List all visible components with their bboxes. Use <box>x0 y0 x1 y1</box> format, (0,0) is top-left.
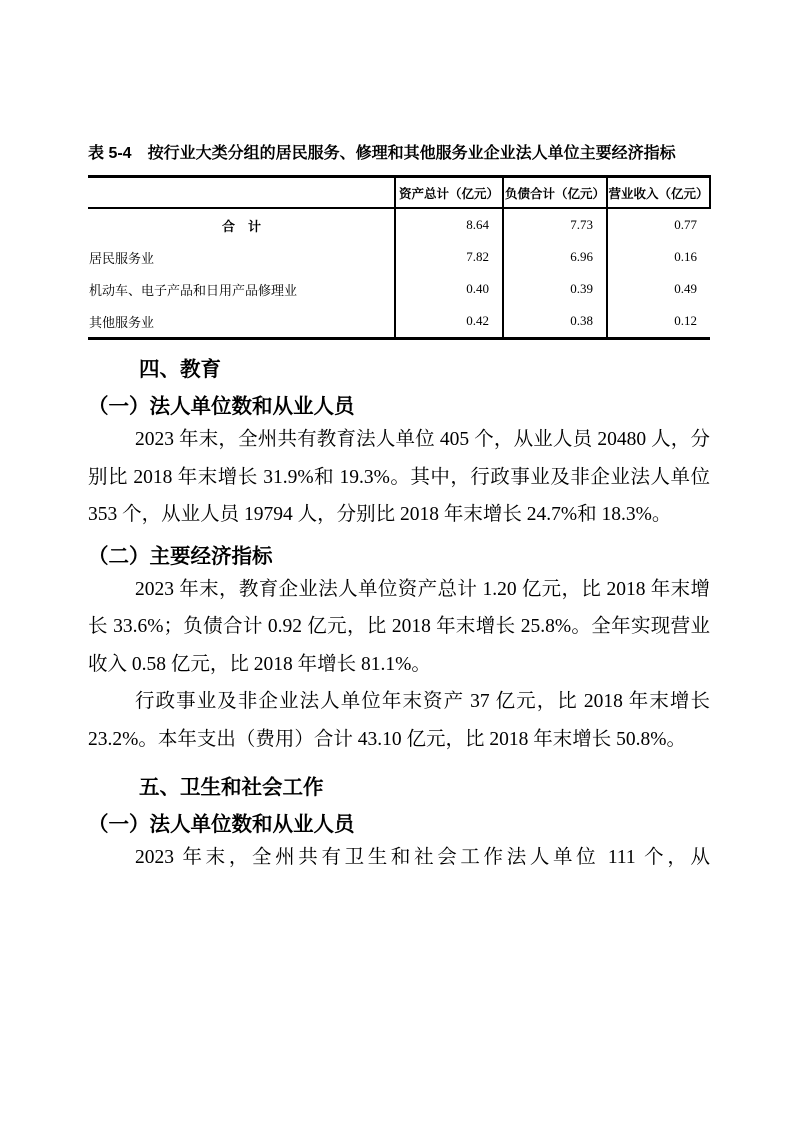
subsection-heading-edu-indicators: （二）主要经济指标 <box>88 545 273 568</box>
assets-value: 0.40 <box>395 273 503 305</box>
paragraph-health-units: 2023 年末，全州共有卫生和社会工作法人单位 111 个，从 <box>135 847 710 868</box>
liabilities-value: 7.73 <box>503 208 607 241</box>
paragraph-edu-admin: 行政事业及非企业法人单位年末资产 37 亿元，比 2018 年末增长 23.2%。本年支出（费用）合计 43.10 亿元，比 2018 年末增长 50.8%。 <box>88 691 710 750</box>
assets-value: 0.42 <box>395 305 503 339</box>
paragraph-edu-units: 2023 年末，全州共有教育法人单位 405 个，从业人员 20480 人，分别比 2018 年末增长 31.9%和 19.3%。其中，行政事业及非企业法人单位 353 个，从业人员 19794 人，分别比 2018 年末增长 24.7%和 18.3%。 <box>88 429 710 525</box>
row-label: 居民服务业 <box>89 250 155 266</box>
section-heading-education: 四、教育 <box>139 358 221 381</box>
section-heading-health: 五、卫生和社会工作 <box>139 776 324 799</box>
col-header-revenue: 营业收入（亿元） <box>607 177 710 209</box>
assets-value: 7.82 <box>395 241 503 273</box>
row-label: 其他服务业 <box>89 314 155 330</box>
assets-value: 8.64 <box>395 208 503 241</box>
page-content <box>88 144 710 877</box>
stub-header-cell <box>88 177 395 209</box>
revenue-value: 0.16 <box>607 241 710 273</box>
revenue-value: 0.12 <box>607 305 710 339</box>
col-header-assets: 资产总计（亿元） <box>395 177 503 209</box>
row-label: 合 计 <box>221 218 261 234</box>
paragraph-edu-indicators: 2023 年末，教育企业法人单位资产总计 1.20 亿元，比 2018 年末增长 33.6%；负债合计 0.92 亿元，比 2018 年末增长 25.8%。全年实现营业收入 0.58 亿元，比 2018 年增长 81.1%。 <box>88 578 710 675</box>
table-row <box>88 273 710 305</box>
liabilities-value: 0.38 <box>503 305 607 339</box>
stats-table <box>88 175 711 340</box>
table-row <box>88 208 710 241</box>
table-title: 表 5-4 按行业大类分组的居民服务、修理和其他服务业企业法人单位主要经济指标 <box>88 145 676 162</box>
table-row <box>88 241 710 273</box>
revenue-value: 0.49 <box>607 273 710 305</box>
subsection-heading-edu-units: （一）法人单位数和从业人员 <box>88 396 355 418</box>
subsection-heading-health-units: （一）法人单位数和从业人员 <box>88 814 355 836</box>
table-header-row <box>88 177 710 209</box>
revenue-value: 0.77 <box>607 208 710 241</box>
row-label: 机动车、电子产品和日用产品修理业 <box>89 282 298 298</box>
col-header-liabilities: 负债合计（亿元） <box>503 177 607 209</box>
liabilities-value: 0.39 <box>503 273 607 305</box>
liabilities-value: 6.96 <box>503 241 607 273</box>
table-row <box>88 305 710 339</box>
